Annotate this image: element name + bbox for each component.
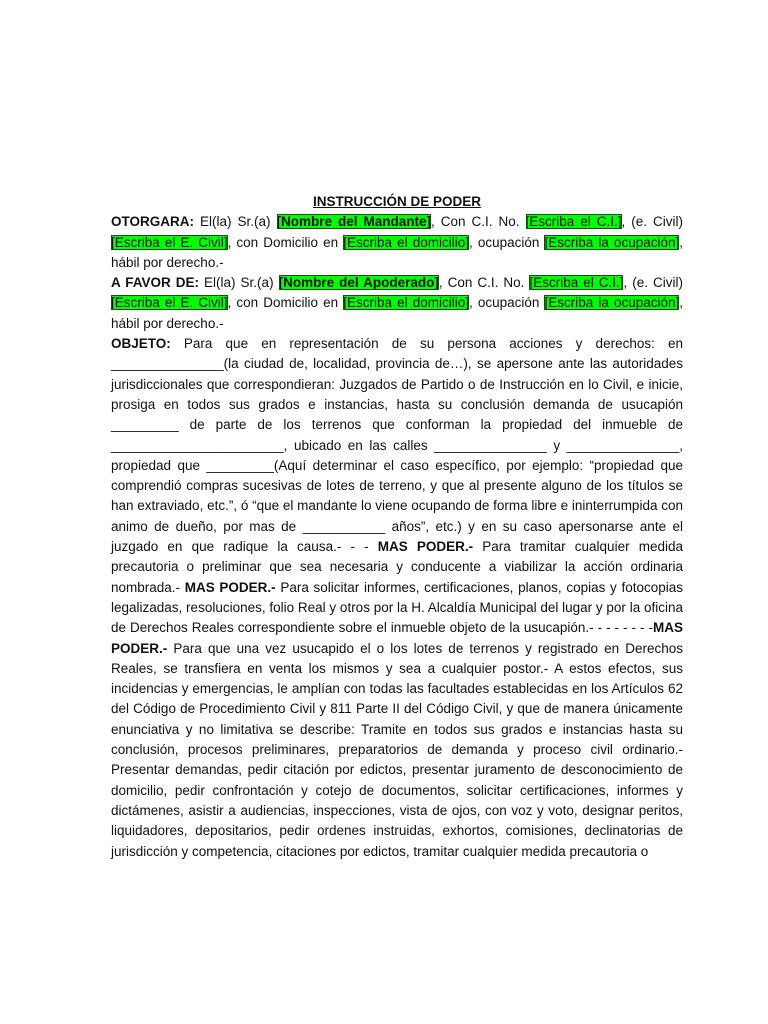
document-body (111, 192, 683, 862)
placeholder-field: [Nombre del Apoderado] (278, 275, 439, 291)
paragraph-a-favor-de (111, 273, 683, 334)
text-run: El(la) Sr.(a) (194, 214, 277, 230)
text-run: , Con C.I. No. (431, 214, 526, 230)
text-run: Para solicitar informes, certificaciones, planos, copias y fotocopias legalizadas, resoluciones, folio Real y otros por la H. Alcaldía Municipal del lugar y por la oficina de Derechos Reales correspondiente sobre el inmueble objeto de la usucapión.- - - - - - - - (111, 579, 683, 636)
text-run: Para que en representación de su persona acciones y derechos: en _______________(la ciudad de, localidad, provincia de…), se apersone ante las autoridades jurisdiccionales que correspondieran: Juzgados de Partido o de Instrucción en lo Civil, e inicie, prosiga en todos sus grados e instancias, hasta su conclusión demanda de usucapión _________ de parte de los terrenos que conforman la propiedad del inmueble de _______________________, ubicado en las calles _______________ y _______________, propiedad que _________(Aquí determinar el caso específico, por ejemplo: “propiedad que comprendió compras sucesivas de lotes de terreno, y que al presente alguno de los títulos se han extraviado, etc.”, ó “que el mandante lo viene ocupando de forma libre e ininterrumpida con animo de dueño, por mas de ___________ años”, etc.) y en su caso apersonarse ante el juzgado en que radique la causa.- - - (111, 336, 683, 555)
text-run: , Con C.I. No. (438, 275, 530, 291)
text-run: , con Domicilio en (227, 234, 344, 250)
text-run: , ocupación (468, 234, 545, 250)
paragraph-otorgara (111, 212, 683, 273)
paragraph-objeto (111, 334, 683, 862)
placeholder-field: [Escriba el domicilio] (343, 295, 469, 311)
text-run: Para que una vez usucapido el o los lotes de terrenos y registrado en Derechos Reales, se transfiera en venta los mismos y sea a cualquier postor.- A estos efectos, sus incidencias y emergencias, le amplían con todas las facultades establecidas en los Artículos 62 del Código de Procedimiento Civil y 811 Parte II del Código Civil, y que de manera únicamente enunciativa y no limitativa se describe: Tramite en todos sus grados e instancias hasta su conclusión, procesos preliminares, preparatorios de demanda y proceso civil ordinario.- Presentar demandas, pedir citación por edictos, presentar juramento de desconocimiento de domicilio, pedir confrontación y cotejo de documentos, solicitar certificaciones, informes y dictámenes, asistir a audiencias, inspecciones, vista de ojos, con voz y voto, designar peritos, liquidadores, depositarios, pedir ordenes instruidas, exhortos, comisiones, declinatorias de jurisdicción y competencia, citaciones por edictos, tramitar cualquier medida precautoria o (111, 640, 683, 859)
bold-label: MAS PODER.- (377, 539, 474, 555)
placeholder-field: [Nombre del Mandante] (276, 214, 431, 230)
text-run: , (e. Civil) (621, 214, 684, 230)
bold-label: MAS PODER.- (111, 620, 683, 656)
text-run: , hábil por derecho.- (111, 295, 683, 331)
placeholder-field: [Escriba el E. Civil] (111, 295, 228, 311)
placeholder-field: [Escriba el domicilio] (343, 234, 469, 250)
placeholder-field: [Escriba la ocupación] (544, 234, 680, 250)
placeholder-field: [Escriba el E. Civil] (111, 234, 228, 250)
placeholder-field: [Escriba el C.I.] (525, 214, 622, 230)
document-paragraphs (111, 212, 683, 862)
text-run: , con Domicilio en (227, 295, 344, 311)
text-run: , ocupación (468, 295, 545, 311)
text-run: Para tramitar cualquier medida precautoria o preliminar que sea necesaria y conducente a viabilizar la acción ordinaria nombrada.- (111, 539, 683, 595)
text-run: El(la) Sr.(a) (199, 275, 279, 291)
bold-label: MAS PODER.- (184, 579, 276, 595)
bold-label: OTORGARA: (111, 214, 194, 230)
text-run: , (e. Civil) (623, 275, 684, 291)
bold-label: OBJETO: (111, 336, 171, 352)
placeholder-field: [Escriba el C.I.] (529, 275, 624, 291)
document-title: INSTRUCCIÓN DE PODER (312, 194, 481, 209)
text-run: , hábil por derecho.- (111, 234, 683, 270)
placeholder-field: [Escriba la ocupación] (544, 295, 680, 311)
bold-label: A FAVOR DE: (111, 275, 200, 291)
